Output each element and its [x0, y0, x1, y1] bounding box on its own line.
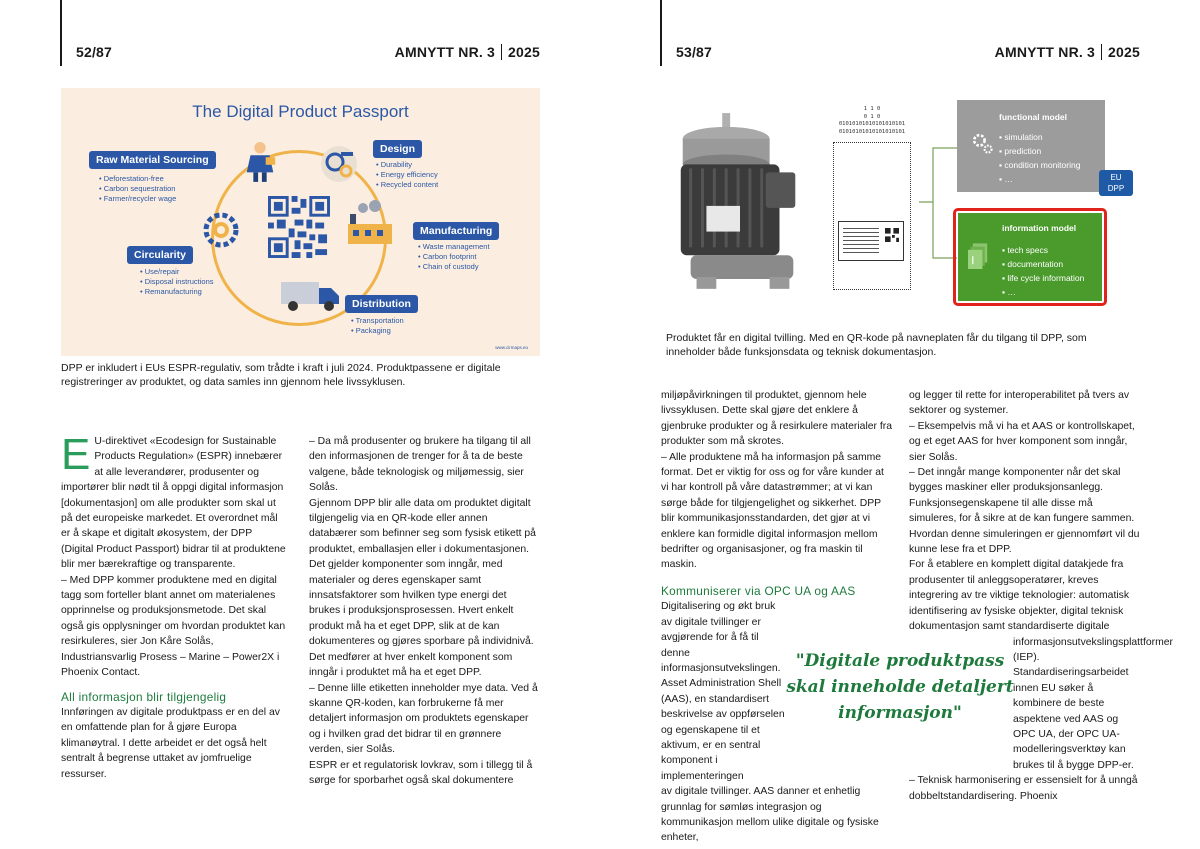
functional-model-box: [957, 100, 1105, 192]
header-divider: [501, 44, 502, 60]
distribution-list: [351, 316, 404, 336]
electric-motor-image: [661, 98, 819, 298]
list-item: • Disposal instructions: [140, 277, 214, 287]
pull-quote: "Digitale produktpass skal inneholde detaljert informasjon": [786, 651, 1014, 723]
list-item-text: simulation: [1004, 132, 1043, 142]
binary-body: [833, 142, 911, 290]
list-item: • Waste management: [418, 242, 490, 252]
list-item: • Transportation: [351, 316, 404, 326]
list-item: ▪ tech specs: [1002, 245, 1049, 255]
left-figure-caption: DPP er inkludert i EUs ESPR-regulativ, som trådte i kraft i juli 2024. Produktpassene er digitale registreringer av produktet, og data samles inn gjennom hele livssyklusen.: [61, 362, 501, 388]
binary-row: 1 1 0: [863, 106, 881, 112]
intro-paragraph: [61, 430, 286, 573]
right-page-number: 53/87: [676, 44, 713, 60]
magazine-year: 2025: [508, 44, 540, 60]
functional-model-list: [999, 130, 1080, 186]
factory-icon: [345, 200, 395, 244]
right-magazine-header: [995, 44, 1140, 60]
documents-icon: [968, 243, 992, 271]
list-item: • Use/repair: [140, 267, 214, 277]
body-paragraph: miljøpåvirkningen til produktet, gjennom hele livssyklusen. Dette skal gjøre det enklere å gjenbruke produkter og å resirkulere materialer fra produkter som må skrotes.: [661, 390, 893, 448]
list-item: • Carbon sequestration: [99, 184, 176, 194]
information-model-box: [953, 208, 1107, 306]
body-paragraph: – Eksempelvis må vi ha et AAS or kontrollskapet, og et eget AAS for hver komponent som inngår, sier Solås.: [909, 420, 1135, 463]
list-item: • Packaging: [351, 326, 404, 336]
body-paragraph: av digitale tvillinger. AAS danner et enhetlig grunnlag for sømløs integrasjon og kommunikasjon mellom ulike digitale og fysiske enheter,: [661, 786, 879, 844]
manufacturing-label: Manufacturing: [413, 222, 499, 240]
circularity-list: [140, 267, 214, 297]
intro-text: U-direktivet «Ecodesign for Sustainable Products Regulation» (ESPR) innebærer at alle leverandører, produsenter og importører blir nødt til å oppgi digital informasjon [dokumentasjon] om alle produkter som skal ut på det europeiske markedet. Et overordnet mål er å skape et digitalt økosystem, der DPP (Digital Product Passport) bidrar til at produktene blir mer bærekraftige og transparente.: [61, 436, 286, 571]
body-paragraph: – Da må produsenter og brukere ha tilgang til all den informasjonen de trenger for å ta de beste valgene, både teknologisk og miljømessig, sier Solås.: [309, 436, 531, 494]
section-heading: All informasjon blir tilgjengelig: [61, 689, 227, 704]
article-column-4: [909, 388, 1173, 804]
information-model-title: information model: [1002, 223, 1077, 233]
body-paragraph: ESPR er et regulatorisk lovkrav, som i tillegg til å sørge for sporbarhet også skal dokumentere: [309, 759, 533, 786]
binary-row: 0 1 0: [863, 113, 881, 120]
list-item: • Remanufacturing: [140, 287, 214, 297]
section-heading: Kommuniserer via OPC UA og AAS: [661, 583, 856, 598]
body-paragraph: – Alle produktene må ha informasjon på samme format. Det er viktig for oss og for våre kunder at vi har kontroll på våre datastrømmer; at vi kan sørge både for tilgjengelighet og sikkerhet. DPP blir kommunikasjonsstandarden, det gjør at vi enklere kan formidle digital informasjon mellom bedrifter og organisasjoner, og fra maskin til maskin.: [661, 451, 884, 571]
body-paragraph: – Denne lille etiketten inneholder mye data. Ved å skanne QR-koden, kan forbrukerne få mer detaljert informasjon om produktets egenskaper og i hvilken grad det bidrar til en grønnere verden, sier Solås.: [309, 682, 538, 756]
list-item: • Durability: [376, 160, 438, 170]
right-page-rule: [660, 0, 662, 66]
list-item: ▪ …: [999, 174, 1013, 184]
qr-code-icon: [268, 196, 330, 258]
binary-row: 01010101010101010101: [838, 121, 906, 127]
list-item: • Energy efficiency: [376, 170, 438, 180]
raw-material-label: Raw Material Sourcing: [89, 151, 216, 169]
body-paragraph: Gjennom DPP blir alle data om produktet digitalt tilgjengelig via en QR-kode eller annen databærer som befinner seg som fysisk etikett på produktet, emballasjen eller i dokumentasjonen. Det gjelder komponenter som inngår, med materialer og deres egenskaper samt innsatsfaktorer som hvilken type energi det brukes i produksjonsprosessen. Hvert enkelt produkt må ha et eget DPP, slik at de kan dokumenteres og gjøres sporbare på individnivå. Det medfører at hver enkelt komponent som inngår i produktet må ha et eget DPP.: [309, 497, 536, 679]
drop-cap: E: [61, 430, 91, 479]
magazine-name: AMNYTT NR. 3: [394, 44, 496, 60]
body-paragraph: og legger til rette for interoperabilitet på tvers av sektorer og systemer.: [909, 390, 1130, 417]
body-paragraph: Digitalisering og økt bruk av digitale tvillinger er avgjørende for å få til denne informasjonsutvekslingen. Asset Administration Shell (AAS), en standardisert beskrivelse av oppførselen og egenskapene til et aktivum, er en sentral komponent i implementeringen: [661, 601, 785, 782]
list-item: • Chain of custody: [418, 262, 490, 272]
list-item: • Deforestation-free: [99, 174, 176, 184]
manufacturing-list: [418, 242, 490, 272]
left-magazine-header: [395, 44, 540, 60]
header-divider: [1101, 44, 1102, 60]
list-item: ▪ simulation: [999, 132, 1043, 142]
body-paragraph: informasjonsutvekslingsplattformer (IEP). Standardiseringsarbeidet innen EU søker å kombinere de beste aspektene ved AAS og OPC UA, der OPC UA-modelleringsverktøy kan brukes til å bygge DPP-er.: [1013, 636, 1173, 771]
gears-icon: [969, 130, 995, 156]
binary-motor-outline: [823, 106, 921, 302]
nameplate: [838, 221, 904, 261]
magazine-name: AMNYTT NR. 3: [994, 44, 1096, 60]
nameplate-lines: [843, 228, 879, 254]
list-item-text: prediction: [1004, 146, 1042, 156]
infographic-title: The Digital Product Passport: [192, 102, 409, 121]
circularity-label: Circularity: [127, 246, 193, 264]
left-page-rule: [60, 0, 62, 66]
information-model-list: [1002, 243, 1084, 299]
article-column-1: [61, 430, 286, 782]
list-item: • Farmer/recycler wage: [99, 194, 176, 204]
body-paragraph: For å etablere en komplett digital datakjede fra produsenter til anleggsoperatører, kreves integrering av tre viktige teknologier: automatisk identifisering av fysiske objekter, digital teknisk dokumentasjon samt standardiserte digitale: [909, 559, 1130, 633]
list-item: ▪ …: [1002, 287, 1016, 297]
design-gears-icon: [319, 144, 359, 184]
body-paragraph: – Teknisk harmonisering er essensielt for å unngå dobbeltstandardisering. Phoenix: [909, 775, 1138, 802]
list-item-text: condition monitoring: [1004, 160, 1081, 170]
truck-icon: [281, 278, 341, 312]
body-paragraph: Innføringen av digitale produktpass er en del av en omfattende plan for å gjøre Europa klimanøytral. I dette arbeidet er det også helt sentralt å begrense uttaket av jomfruelige ressurser.: [61, 706, 280, 780]
eu-dpp-badge: [1099, 170, 1133, 196]
functional-model-title: functional model: [999, 112, 1067, 122]
list-item: ▪ life cycle information: [1002, 273, 1085, 283]
body-paragraph: – Det inngår mange komponenter når det skal bygges maskiner eller produksjonsanlegg. Funksjonsegenskapene til alle disse må simuleres, for å sikre at de kan fungere sammen. Hvordan denne simuleringen er gjennomført vil du kunne lese fra et DPP.: [909, 467, 1140, 556]
article-column-2: [309, 434, 538, 788]
list-item-text: life cycle information: [1007, 273, 1085, 283]
magazine-year: 2025: [1108, 44, 1140, 60]
list-item: ▪ condition monitoring: [999, 160, 1081, 170]
recycle-gear-icon: [201, 210, 241, 250]
list-item-text: documentation: [1007, 259, 1064, 269]
list-item-text: tech specs: [1007, 245, 1049, 255]
list-item-text: …: [1004, 174, 1013, 184]
information-model-inner: [958, 213, 1102, 301]
list-item: ▪ prediction: [999, 146, 1042, 156]
left-page-number: 52/87: [76, 44, 113, 60]
binary-row: 01010101010101010101: [838, 128, 906, 135]
list-item: ▪ documentation: [1002, 259, 1064, 269]
design-label: Design: [373, 140, 422, 158]
dpp-infographic: [61, 88, 540, 356]
infographic-credit: www.cirmaps.eu: [495, 345, 528, 350]
nameplate-qr-icon: [885, 228, 899, 242]
distribution-label: Distribution: [345, 295, 418, 313]
list-item: • Recycled content: [376, 180, 438, 190]
body-paragraph: – Med DPP kommer produktene med en digital tagg som forteller blant annet om materialenes opprinnelse og produksjonsmetode. Det skal også gis opplysninger om hvordan produktet kan resirkuleres, sier Jon Kåre Solås, Industriansvarlig Prosess – Marine – Power2X i Phoenix Contact.: [61, 574, 286, 679]
badge-line: DPP: [1107, 184, 1125, 193]
badge-line: EU: [1110, 173, 1122, 182]
design-list: [376, 160, 438, 190]
list-item-text: …: [1007, 287, 1016, 297]
article-column-3: [661, 388, 894, 846]
farmer-icon: [241, 140, 279, 182]
right-figure-caption: Produktet får en digital tvilling. Med en QR-kode på navneplaten får du tilgang til DPP, som inneholder både funksjonsdata og teknisk dokumentasjon.: [666, 332, 1087, 358]
list-item: • Carbon footprint: [418, 252, 490, 262]
digital-twin-figure: [661, 98, 1125, 316]
raw-material-list: [99, 174, 176, 204]
